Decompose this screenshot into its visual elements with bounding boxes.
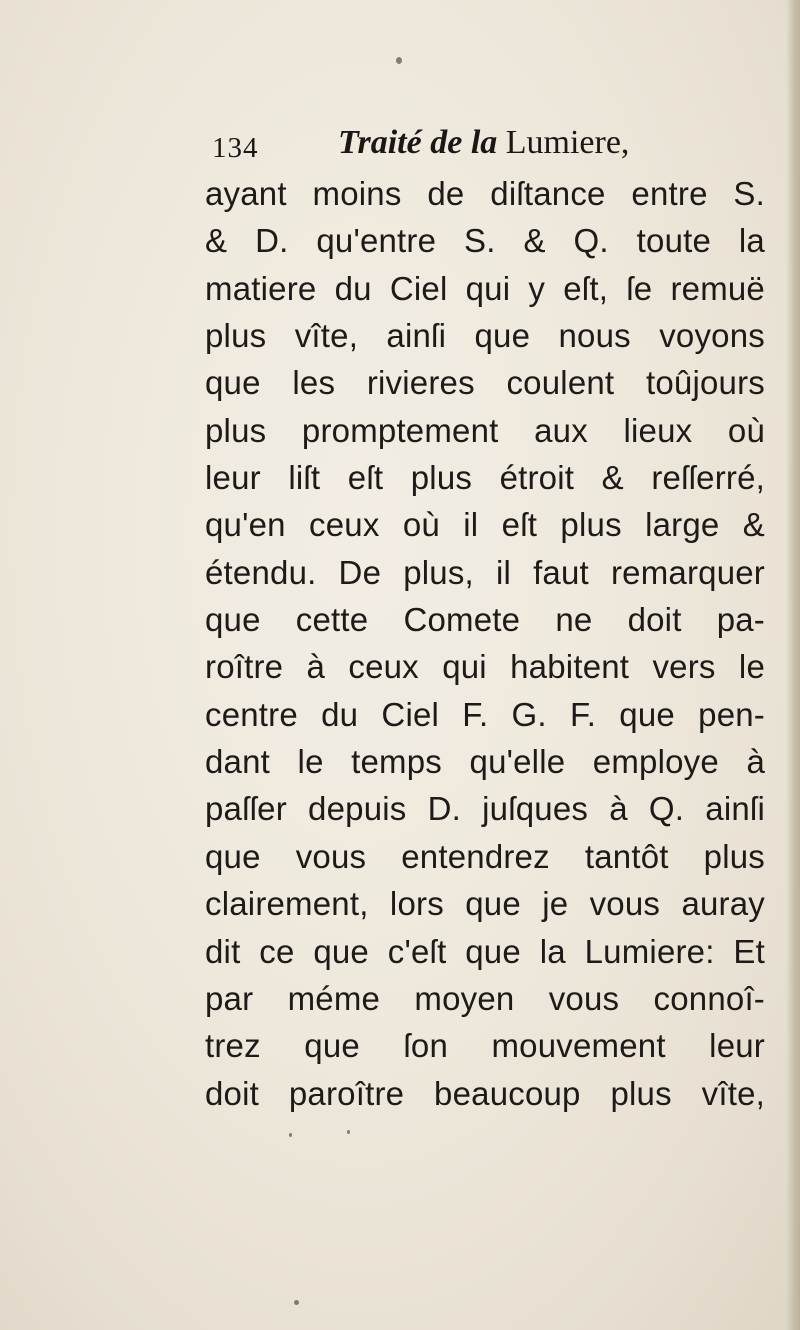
text-line: roître à ceux qui habitent vers le xyxy=(205,648,765,686)
text-line: par méme moyen vous connoî- xyxy=(205,979,765,1017)
text-line: plus promptement aux lieux où xyxy=(205,411,765,449)
ink-speck xyxy=(347,1130,350,1134)
text-line: plus vîte, ainſi que nous voyons xyxy=(205,317,765,355)
text-line: qu'en ceux où il eſt plus large & xyxy=(205,506,765,544)
page-number: 134 xyxy=(212,132,259,164)
text-line: centre du Ciel F. G. F. que pen- xyxy=(205,695,765,733)
text-line: matiere du Ciel qui y eſt, ſe remuë xyxy=(205,269,765,307)
text-line: que les rivieres coulent toûjours xyxy=(205,364,765,402)
page-edge-shadow xyxy=(786,0,800,1330)
ink-speck xyxy=(289,1133,292,1137)
text-line: que vous entendrez tantôt plus xyxy=(205,837,765,875)
text-line: trez que ſon mouvement leur xyxy=(205,1027,765,1065)
body-text xyxy=(205,170,765,1117)
text-line: clairement, lors que je vous auray xyxy=(205,885,765,923)
page-title-roman: Lumiere, xyxy=(505,124,630,161)
text-line: leur liſt eſt plus étroit & reſſerré, xyxy=(205,459,765,497)
text-line: & D. qu'entre S. & Q. toute la xyxy=(205,222,765,260)
page-title xyxy=(338,124,629,162)
text-line: dant le temps qu'elle employe à xyxy=(205,743,765,781)
text-line: paſſer depuis D. juſques à Q. ainſi xyxy=(205,790,765,828)
text-line: étendu. De plus, il faut remarquer xyxy=(205,553,765,591)
text-line: que cette Comete ne doit pa- xyxy=(205,601,765,639)
text-line: ayant moins de diſtance entre S. xyxy=(205,175,765,212)
ink-speck xyxy=(396,57,402,64)
text-line: dit ce que c'eſt que la Lumiere: Et xyxy=(205,932,765,970)
text-line: doit paroître beaucoup plus vîte, xyxy=(205,1074,765,1112)
ink-speck xyxy=(294,1300,299,1305)
page-title-italic: Traité de la xyxy=(338,124,498,161)
